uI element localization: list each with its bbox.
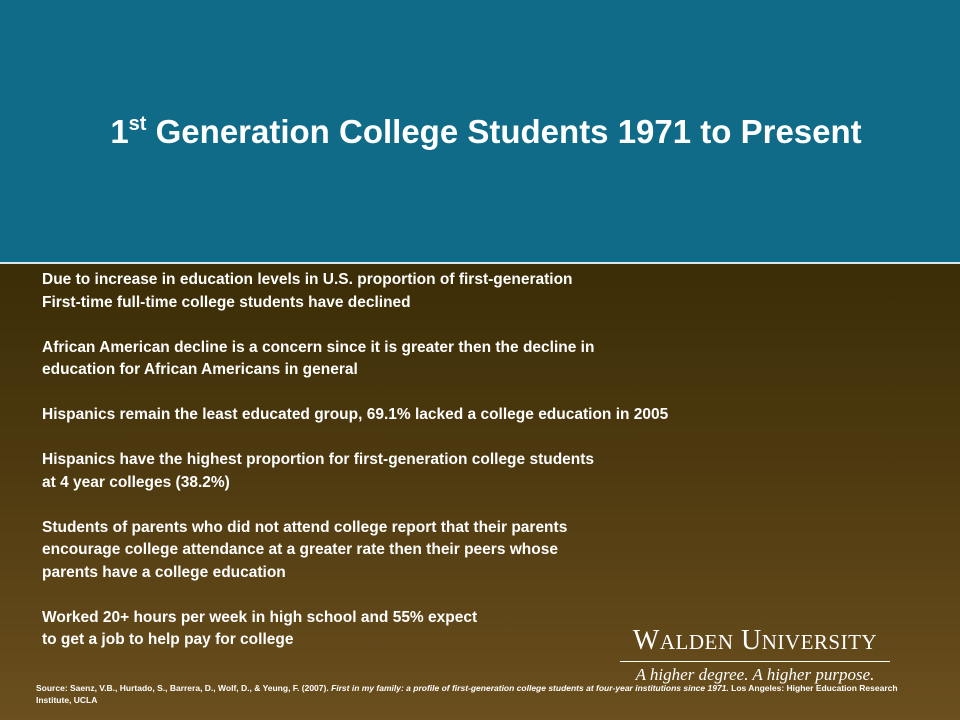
bullet-item bbox=[42, 337, 842, 382]
citation-title: First in my family: a profile of first-generation college students at four-year institutions since 1971. bbox=[331, 683, 729, 693]
bullet-line: parents have a college education bbox=[42, 563, 286, 581]
bullet-line: Hispanics have the highest proportion for first-generation college students bbox=[42, 451, 595, 468]
logo-wordmark bbox=[610, 626, 900, 657]
bullet-list bbox=[42, 269, 842, 674]
bullet-item bbox=[42, 449, 842, 494]
bullet-line: Hispanics remain the least educated group, 69.1% lacked a college education in 2005 bbox=[42, 406, 669, 423]
logo-tagline: A higher degree. A higher purpose. bbox=[635, 665, 875, 684]
content-area bbox=[0, 264, 960, 720]
citation-authors: Source: Saenz, V.B., Hurtado, S., Barrera, D., Wolf, D., & Yeung, F. (2007). bbox=[36, 683, 332, 693]
slide-title bbox=[0, 112, 960, 152]
bullet-line: Students of parents who did not attend college report that their parents bbox=[42, 518, 568, 536]
logo-smallcaps: NIVERSITY bbox=[761, 630, 878, 654]
bullet-line: First-time full-time college students have declined bbox=[42, 293, 411, 311]
bullet-item bbox=[42, 404, 842, 427]
logo-smallcaps: ALDEN bbox=[659, 630, 734, 654]
citation-publisher: Los Angeles: Higher Education Research Institute, UCLA bbox=[36, 683, 898, 705]
bullet-line: education for African Americans in general bbox=[42, 361, 358, 378]
source-citation bbox=[36, 682, 916, 706]
title-banner bbox=[0, 0, 960, 264]
walden-university-logo bbox=[610, 626, 900, 685]
bullet-line: encourage college attendance at a greater rate then their peers whose bbox=[42, 541, 558, 558]
bullet-item bbox=[42, 269, 842, 314]
logo-cap: W bbox=[632, 625, 660, 656]
logo-cap: U bbox=[741, 625, 762, 656]
title-text: Generation College Students 1971 to Present bbox=[146, 113, 862, 150]
bullet-item bbox=[42, 517, 842, 585]
bullet-line: to get a job to help pay for college bbox=[42, 631, 294, 648]
bullet-line: African American decline is a concern since it is greater then the decline in bbox=[42, 338, 595, 356]
bullet-line: Worked 20+ hours per week in high school and 55% expect bbox=[42, 608, 478, 626]
bullet-line: at 4 year colleges (38.2%) bbox=[42, 473, 230, 491]
title-number: 1 bbox=[110, 113, 129, 150]
title-superscript: st bbox=[128, 113, 147, 135]
bullet-line: Due to increase in education levels in U.S. proportion of first-generation bbox=[42, 271, 573, 288]
logo-divider bbox=[620, 661, 890, 662]
